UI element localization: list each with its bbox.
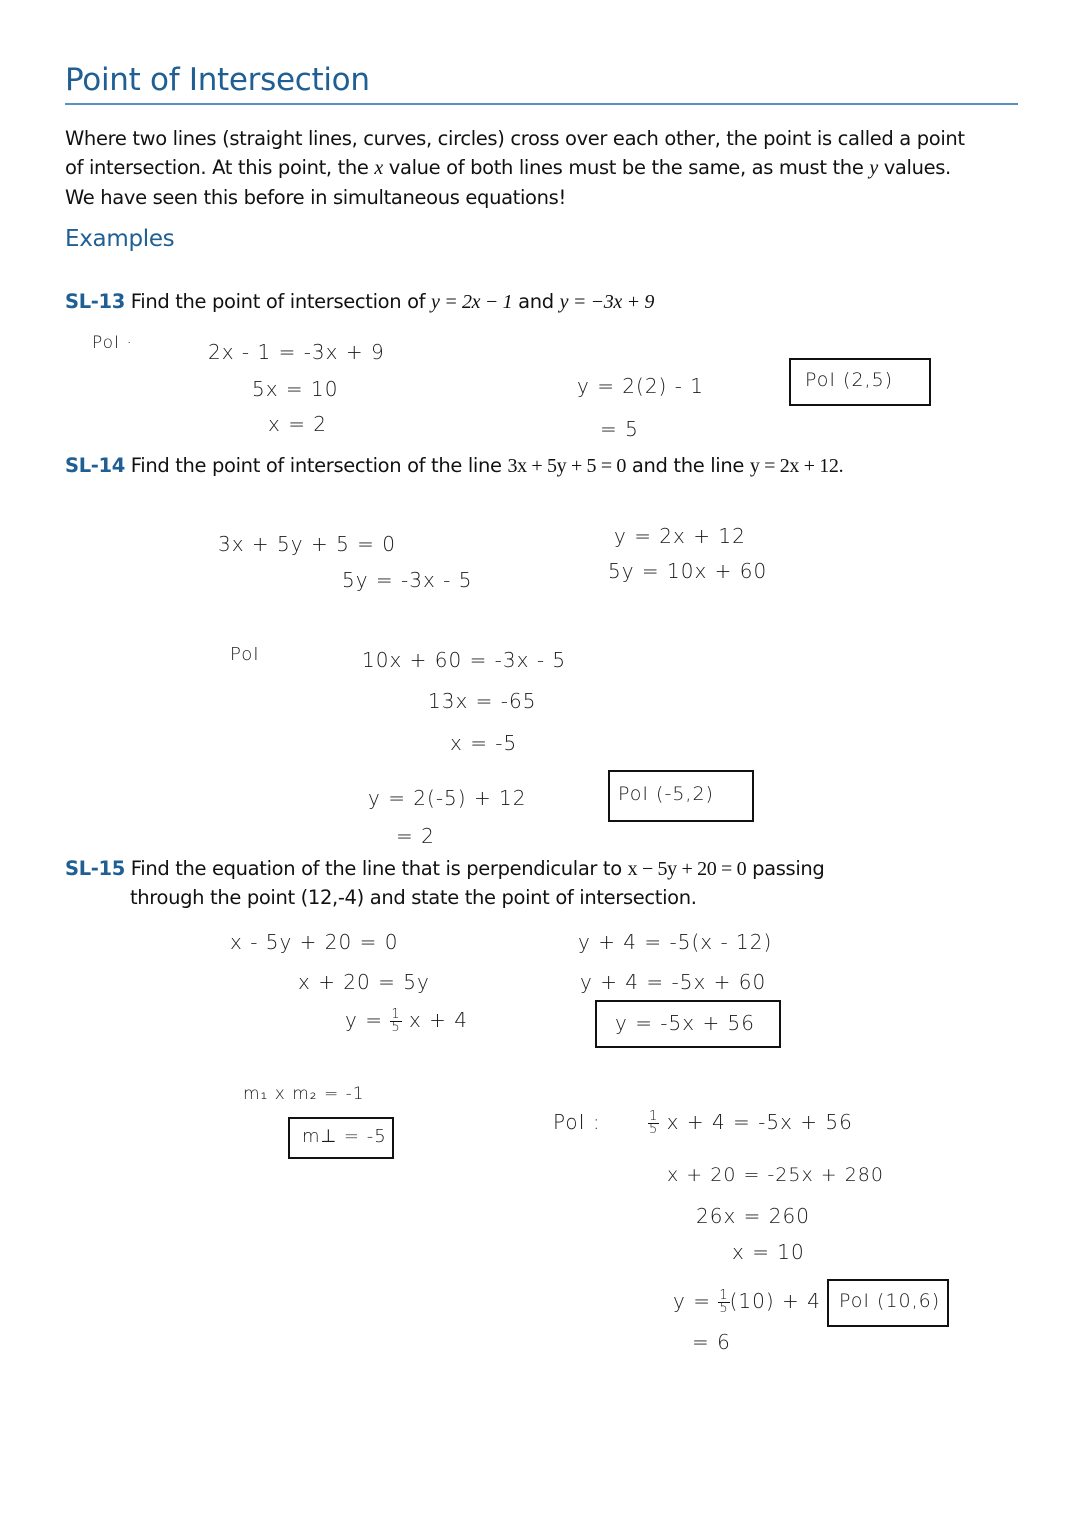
working-line: y + 4 = -5x + 60 xyxy=(580,970,767,994)
answer: PoI (-5,2) xyxy=(618,783,714,805)
working-line: x = 2 xyxy=(268,412,328,436)
equation: 3x + 5y + 5 = 0 xyxy=(507,455,627,477)
working-line xyxy=(673,1289,821,1315)
working-line: 26x = 260 xyxy=(696,1204,810,1228)
equation: y = 2x − 1 xyxy=(431,291,513,313)
working-line: 5y = -3x - 5 xyxy=(342,568,473,592)
title-underline xyxy=(65,103,1018,105)
question-id: SL-13 xyxy=(65,290,125,313)
intro-text: values. xyxy=(877,156,951,179)
answer-box xyxy=(608,770,754,822)
working-line: = 6 xyxy=(692,1330,731,1354)
fraction xyxy=(718,1290,729,1315)
question-text: Find the point of intersection of xyxy=(124,290,432,313)
working-line: x = 10 xyxy=(732,1240,805,1264)
working-line: m₁ x m₂ = -1 xyxy=(243,1084,365,1104)
answer-box xyxy=(789,358,931,406)
gradient-box xyxy=(288,1117,394,1159)
working-line: y + 4 = -5(x - 12) xyxy=(578,930,773,954)
working-line: 2x - 1 = -3x + 9 xyxy=(208,340,385,364)
examples-heading: Examples xyxy=(65,226,175,252)
numerator: 1 xyxy=(649,1109,659,1124)
numerator: 1 xyxy=(719,1288,729,1303)
poi-label: PoI xyxy=(230,644,260,665)
page-title: Point of Intersection xyxy=(65,62,370,98)
intro-line-1: Where two lines (straight lines, curves, circles) cross over each other, the point is called a point xyxy=(65,127,965,150)
working-line: = 2 xyxy=(396,824,435,848)
fraction xyxy=(390,1009,401,1034)
answer: PoI (2,5) xyxy=(805,369,894,391)
equation: y = −3x + 9 xyxy=(559,291,655,313)
answer: PoI (10,6) xyxy=(839,1290,941,1312)
working-text: y = xyxy=(345,1008,391,1032)
fraction xyxy=(648,1111,659,1136)
question-sl-15-line-2: through the point (12,-4) and state the point of intersection. xyxy=(130,886,697,909)
working-line: x + 20 = 5y xyxy=(298,970,430,994)
answer-box xyxy=(595,1000,781,1048)
question-text: and xyxy=(512,290,560,313)
working-line xyxy=(648,1110,853,1136)
equation: x − 5y + 20 = 0 xyxy=(627,858,747,880)
answer-equation: y = -5x + 56 xyxy=(615,1011,756,1035)
question-id: SL-15 xyxy=(65,857,125,880)
poi-label: PoI : xyxy=(553,1110,601,1134)
denominator: 5 xyxy=(719,1301,729,1316)
question-text: Find the point of intersection of the line xyxy=(124,454,508,477)
math-x: x xyxy=(374,157,383,179)
question-text: Find the equation of the line that is perpendicular to xyxy=(124,857,628,880)
question-id: SL-14 xyxy=(65,454,125,477)
poi-label: PoI · xyxy=(92,333,133,353)
working-text: y = xyxy=(673,1289,719,1313)
intro-paragraph xyxy=(65,124,1025,212)
math-y: y xyxy=(869,157,878,179)
working-text: x + 4 xyxy=(408,1008,468,1032)
answer-box xyxy=(827,1279,949,1327)
working-line xyxy=(345,1008,468,1034)
question-sl-15 xyxy=(65,857,824,881)
working-line: y = 2(-5) + 12 xyxy=(368,786,527,810)
intro-text: value of both lines must be the same, as must the xyxy=(382,156,870,179)
question-sl-14 xyxy=(65,454,843,478)
denominator: 5 xyxy=(391,1020,401,1035)
working-line: y = 2(2) - 1 xyxy=(577,374,705,398)
working-line: 10x + 60 = -3x - 5 xyxy=(362,648,567,672)
working-line: 5x = 10 xyxy=(252,377,339,401)
working-text: x + 4 = -5x + 56 xyxy=(666,1110,853,1134)
working-line: x - 5y + 20 = 0 xyxy=(230,930,399,954)
working-line: x = -5 xyxy=(450,731,518,755)
denominator: 5 xyxy=(649,1122,659,1137)
working-text: (10) + 4 xyxy=(729,1289,821,1313)
perpendicular-gradient: m⊥ = -5 xyxy=(302,1126,387,1147)
question-text: and the line xyxy=(626,454,750,477)
working-line: x + 20 = -25x + 280 xyxy=(667,1164,884,1186)
question-text: passing xyxy=(746,857,825,880)
intro-text: of intersection. At this point, the xyxy=(65,156,375,179)
working-line: 3x + 5y + 5 = 0 xyxy=(218,532,396,556)
working-line: = 5 xyxy=(600,417,639,441)
working-line: 13x = -65 xyxy=(428,689,537,713)
equation: y = 2x + 12. xyxy=(749,455,844,477)
intro-line-2 xyxy=(65,153,1025,183)
question-sl-13 xyxy=(65,290,654,314)
intro-line-3: We have seen this before in simultaneous equations! xyxy=(65,186,566,209)
working-line: 5y = 10x + 60 xyxy=(608,559,768,583)
working-line: y = 2x + 12 xyxy=(614,524,746,548)
numerator: 1 xyxy=(391,1007,401,1022)
